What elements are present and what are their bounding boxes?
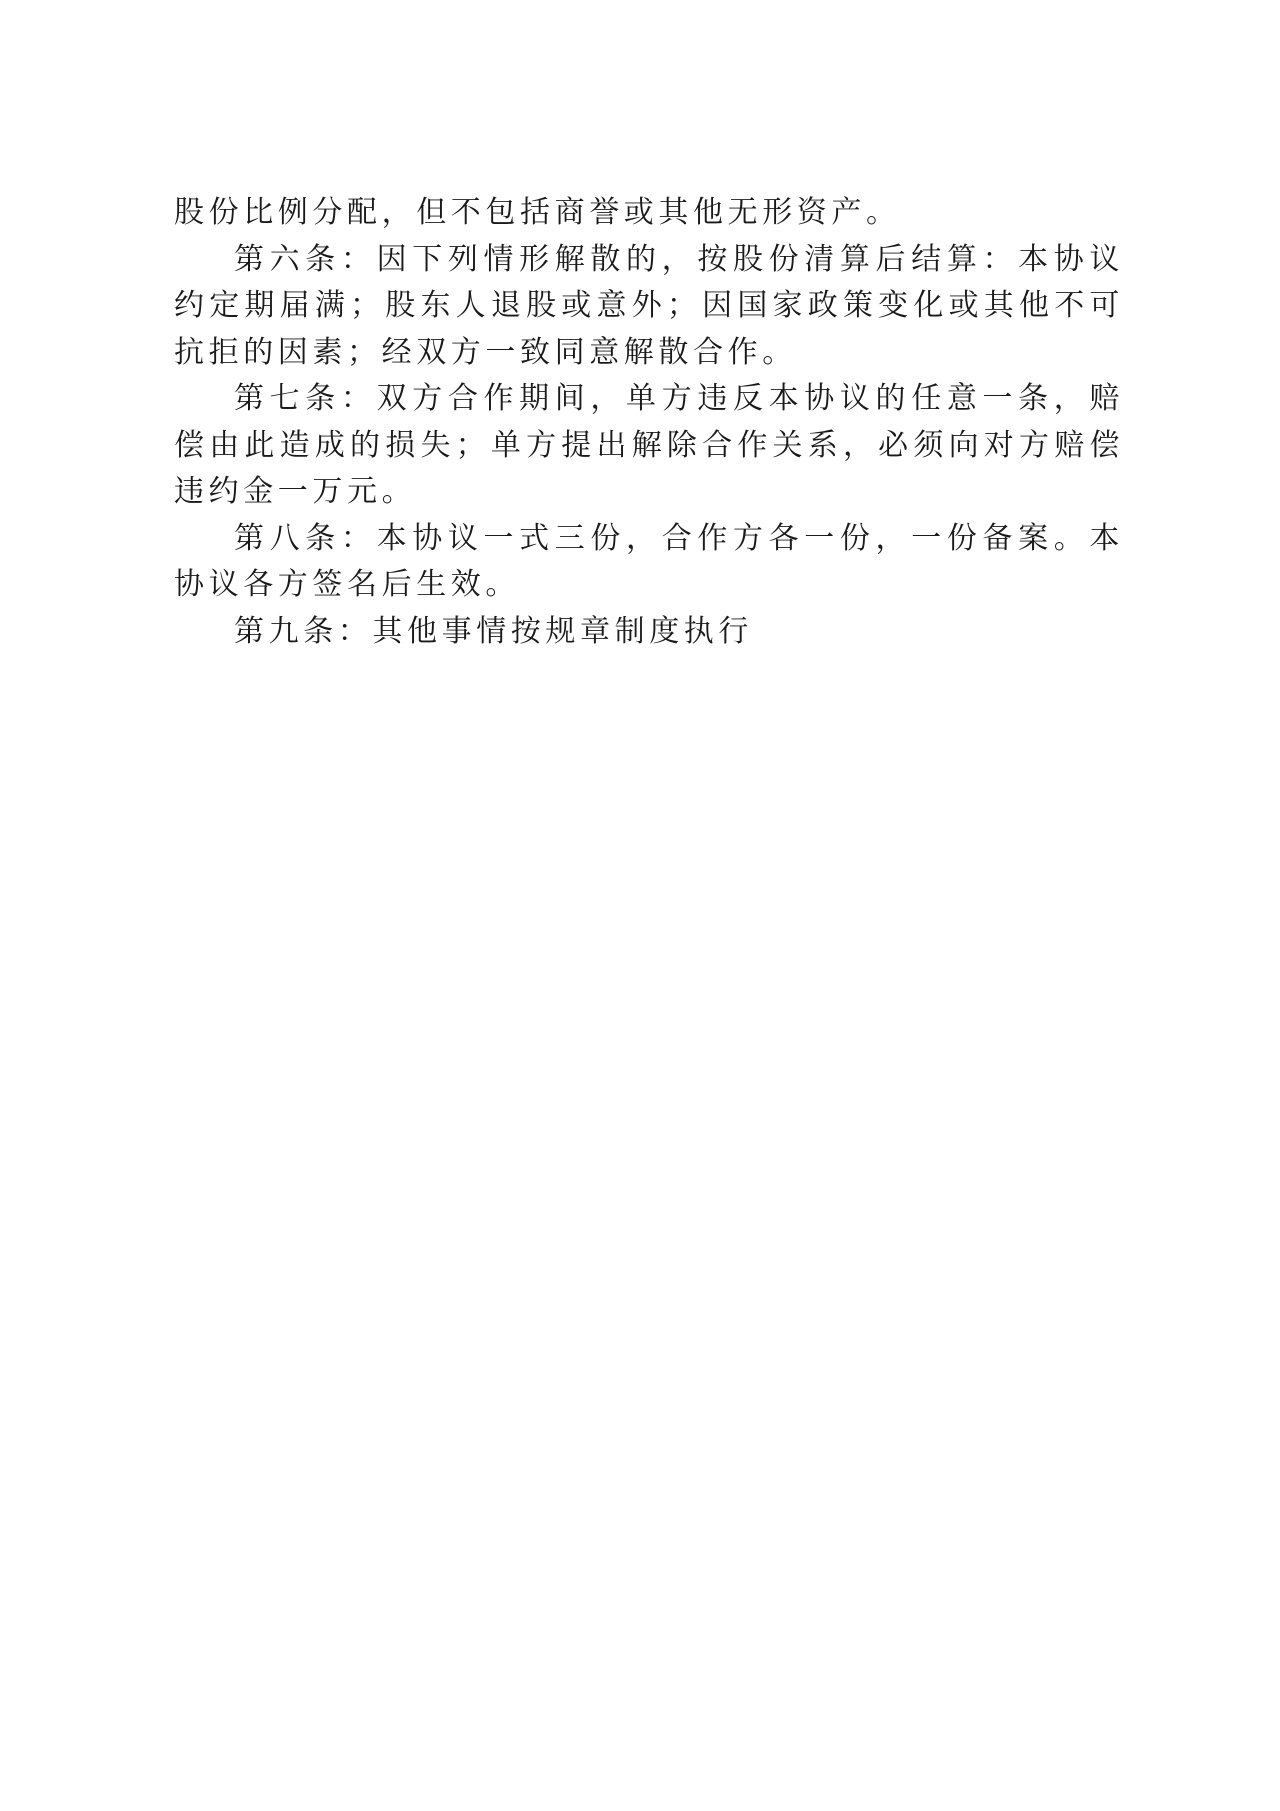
article-6: 第六条：因下列情形解散的，按股份清算后结算：本协议约定期届满；股东人退股或意外；因国家政策变化或其他不可抗拒的因素；经双方一致同意解散合作。 xyxy=(174,241,1124,370)
article-7: 第七条：双方合作期间，单方违反本协议的任意一条，赔偿由此造成的损失；单方提出解除合作关系，必须向对方赔偿违约金一万元。 xyxy=(174,381,1124,509)
article-9: 第九条：其他事情按规章制度执行 xyxy=(234,613,753,649)
article-8: 第八条：本协议一式三份，合作方各一份，一份备案。本协议各方签名后生效。 xyxy=(174,520,1124,602)
paragraph-continuation: 股份比例分配，但不包括商誉或其他无形资产。 xyxy=(174,195,901,230)
document-body xyxy=(174,190,1124,655)
